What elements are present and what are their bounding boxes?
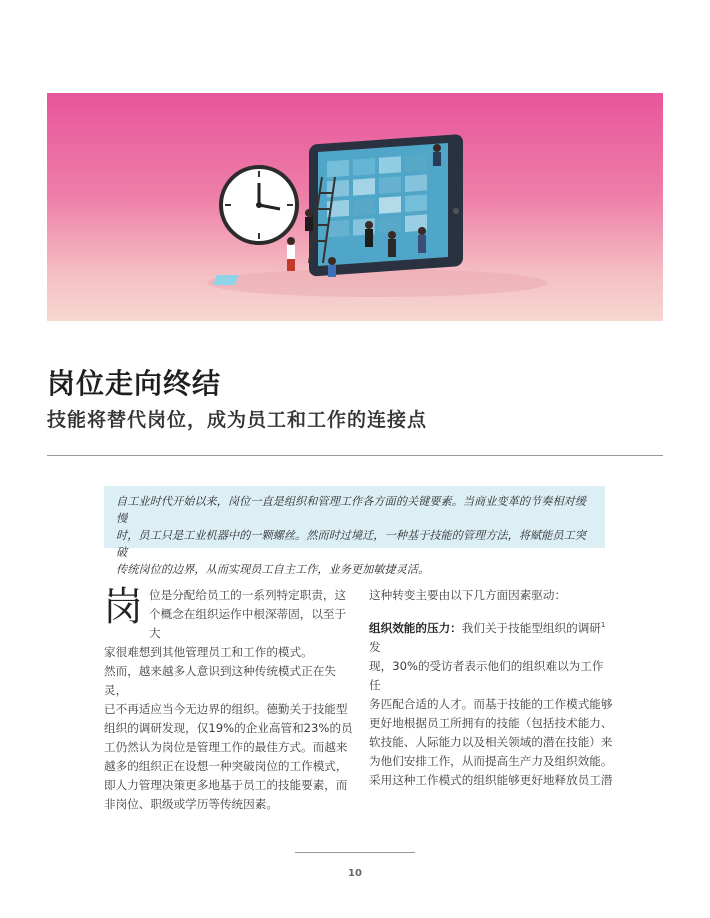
paragraph-text-b: 发 现，30%的受访者表示他们的组织难以为工作任 务匹配合适的人才。而基于技能的工作模式能够 更好地根据员工所拥有的技能（包括技术能力、 软技能、人际能力以及相关领域的潜在技能）来 为他们安排工作，从而提高生产力及组织效能。 采用这种工作模式的组织能够更好地释放员工潜 (369, 640, 613, 787)
paragraph-lead: 组织效能的压力： (369, 621, 462, 635)
footnote-marker[interactable]: 1 (600, 621, 606, 630)
clock-icon (221, 167, 297, 243)
left-column-text: 位是分配给员工的一系列特定职责，这 个概念在组织运作中根深蒂固，以至于大 家很难想到其他管理员工和工作的模式。 然而，越来越多人意识到这种传统模式正在失灵， 已不再适应当今无边界的组织。德勤关于技能型 组织的调研发现，仅19%的企业高管和23%的员 工仍然认为岗位是管理工作的最佳方式。而越来 越多的组织正在设想一种突破岗位的工作模式， 即人力管理决策更多地基于员工的技能要素，而 非岗位、职级或学历等传统因素。 (104, 588, 353, 811)
right-column (369, 586, 614, 790)
paragraph-text-a: 我们关于技能型组织的调研 (461, 621, 601, 635)
right-column-intro: 这种转变主要由以下几方面因素驱动： (369, 588, 567, 602)
page-subtitle: 技能将替代岗位，成为员工和工作的连接点 (47, 409, 428, 431)
right-column-paragraph (369, 619, 614, 790)
dropcap: 岗 (103, 584, 143, 630)
left-column (104, 586, 354, 814)
intro-callout (104, 486, 605, 576)
section-divider (47, 455, 663, 456)
hero-artwork (47, 93, 663, 321)
hero-illustration (47, 93, 663, 321)
page-number: 10 (348, 868, 362, 879)
footer-divider (295, 852, 415, 853)
page-title: 岗位走向终结 (47, 367, 222, 400)
callout-text: 自工业时代开始以来，岗位一直是组织和管理工作各方面的关键要素。当商业变革的节奏相对缓慢 时，员工只是工业机器中的一颗螺丝。然而时过境迁，一种基于技能的管理方法，将赋能员工突破 传统岗位的边界，从而实现员工自主工作，业务更加敏捷灵活。 (116, 495, 586, 576)
